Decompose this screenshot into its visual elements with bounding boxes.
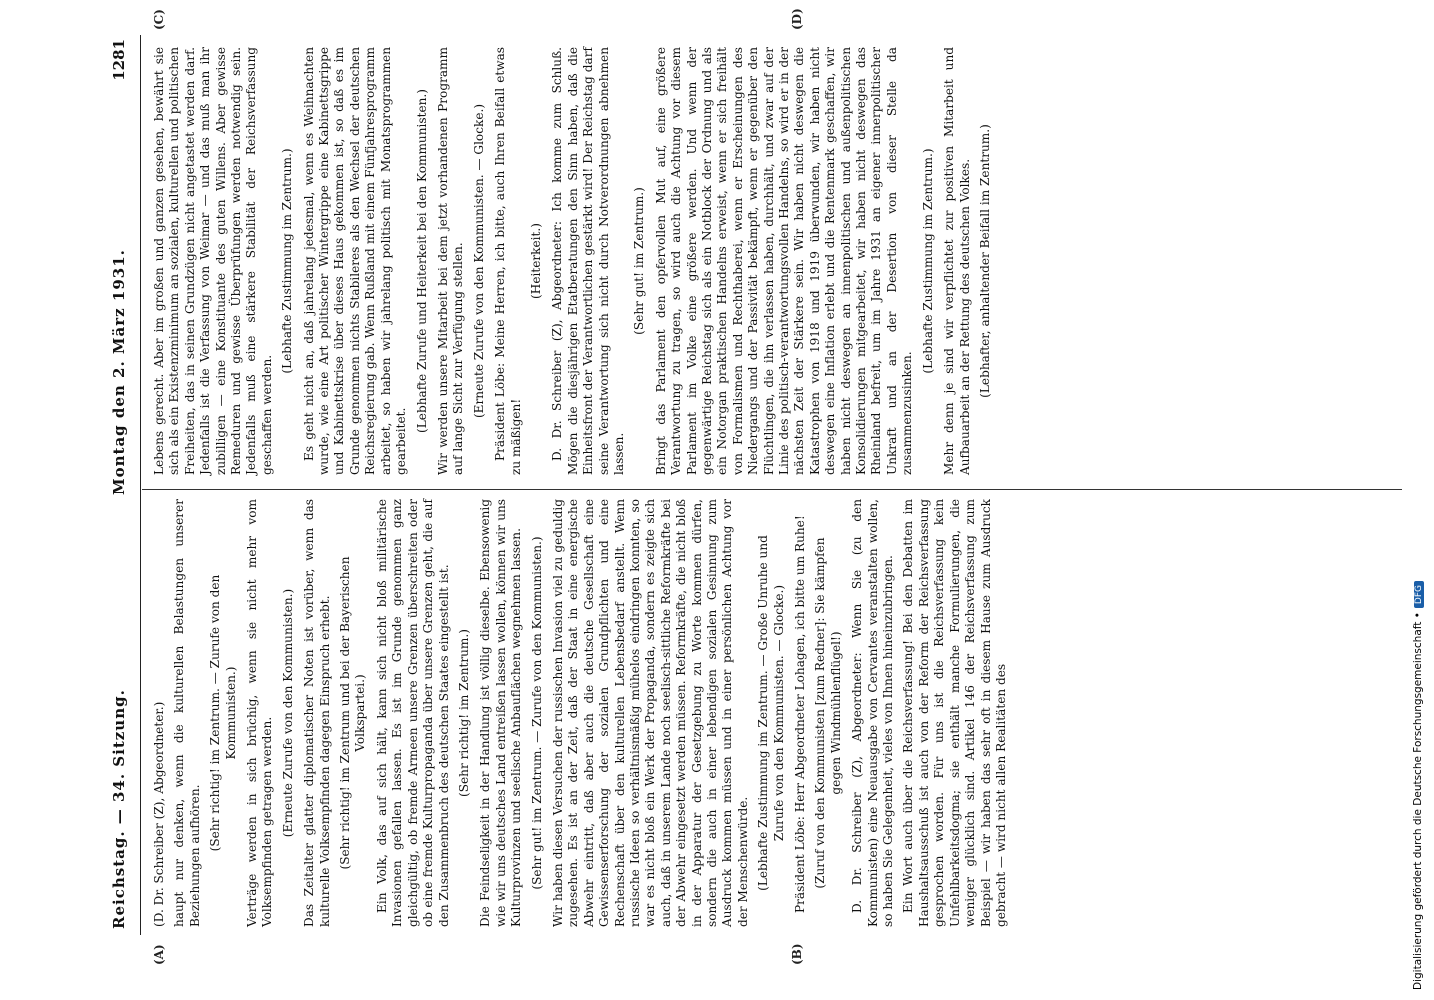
right-column — [152, 47, 999, 475]
page-header — [100, 35, 141, 935]
paragraph: Ein Volk, das auf sich hält, kann sich nicht bloß militärische Invasionen gefallen lassen. Es ist im Grunde genommen ganz gleichgültig, ob fremde Armeen unsere Grenzen überschreiten oder ob eine fremde Kulturpropaganda über unsere Grenzen geht, die auf den Zusammenbruch des deutschen Staates eingestellt ist. — [374, 499, 451, 927]
interjection: (Sehr gut! im Zentrum. — Zurufe von den Kommunisten.) — [529, 536, 544, 890]
paragraph: (D. Dr. Schreiber (Z), Abgeordneter.) — [152, 701, 166, 927]
page-number: 1281 — [110, 39, 128, 81]
interjection: (Sehr gut! im Zentrum.) — [632, 187, 647, 335]
document-page — [100, 8, 1410, 965]
interjection: (Sehr richtig! im Zentrum. — Zurufe von den Kommunisten.) — [208, 574, 238, 852]
digitization-credit — [1412, 0, 1424, 990]
margin-marker-a: (A) — [152, 944, 166, 965]
column-divider — [142, 489, 1402, 490]
paragraph: Es geht nicht an, daß jahrelang jedesmal, wenn es Weihnachten wurde, wie eine Art politischer Wintergrippe eine Kabinettsgrippe und Kabinettskrise über dieses Haus gekommen ist, so daß es im Grunde genommen nichts Stabileres als den Wechsel der deutschen Reichsregierung gab. Wenn Rußland mit einem Fünfjahresprogramm arbeitet, so haben wir jahrelang politisch mit Monatsprogrammen gearbeitet. — [301, 47, 409, 475]
margin-marker-c: (C) — [152, 9, 166, 30]
credit-text: Digitalisierung gefördert durch die Deutsche Forschungsgemeinschaft • — [1412, 612, 1424, 990]
interjection: (Zuruf von den Kommunisten [zum Redner]: Sie kämpfen gegen Windmühlenflügel!) — [813, 537, 843, 889]
interjection: (Lebhafte Zustimmung im Zentrum.) — [920, 148, 935, 374]
paragraph: Ein Wort auch über die Reichsverfassung! Bei den Debatten im Haushaltsausschuß ist auch von der Reform der Reichsverfassung gesprochen worden. Für uns ist die Reichsverfassung kein Unfehlbarkeitsdogma; sie enthält manche Formulierungen, die weniger glücklich sind. Artikel 146 der Reichsverfassung zum Beispiel — wir haben das sehr oft in diesem Hause zum Ausdruck gebracht — wird nicht allen Realitäten des — [901, 499, 1008, 927]
interjection: (Erneute Zurufe von den Kommunisten.) — [280, 588, 295, 838]
header-date: Montag den 2. März 1931. — [110, 249, 128, 495]
header-session: Reichstag. — 34. Sitzung. — [110, 689, 128, 929]
margin-marker-b: (B) — [790, 943, 804, 965]
paragraph: haupt nur denken, wenn die kulturellen Belastungen unserer Beziehungen aufhören. — [172, 499, 202, 927]
paragraph: D. Dr. Schreiber (Z), Abgeordneter: Wenn Sie (zu den Kommunisten) eine Neuausgabe von Cervantes veranstalten wollen, so haben Sie Gelegenheit, vieles von Ihnen hineinzubringen. — [850, 499, 896, 927]
paragraph: Wir haben diesen Versuchen der russischen Invasion viel zu geduldig zugesehen. Es ist an der Zeit, daß der Staat in eine energische Abwehr eintritt, daß aber auch die deutsche Gesellschaft eine Gewissenserforschung der sozialen Grundpflichten und eine Rechenschaft über den kulturellen Lebensbedarf anstellt. Wenn russische Ideen so verhältnismäßig mühelos eindringen konnten, so war es nicht bloß ein Werk der Propaganda, sondern es zeigte sich auch, daß in unserem Lande noch seelisch-sittliche Reformkräfte bei der Abwehr eingesetzt werden müssen. Reformkräfte, die nicht bloß in der Apparatur der Gesetzgebung zu Worte kommen dürfen, sondern die auch in einer lebendigen sozialen Gesinnung zum Ausdruck kommen müssen und in einer persönlichen Achtung vor der Menschenwürde. — [550, 499, 750, 927]
margin-marker-d: (D) — [790, 8, 804, 30]
interjection: (Erneute Zurufe von den Kommunisten. — Glocke.) — [471, 103, 486, 419]
interjection: (Heiterkeit.) — [528, 223, 543, 299]
paragraph: Wir werden unsere Mitarbeit bei dem jetzt vorhandenen Programm auf lange Sicht zur Verfügung stellen. — [435, 47, 466, 475]
interjection: (Lebhafter, anhaltender Beifall im Zentrum.) — [977, 124, 992, 398]
paragraph: Verträge werden in sich brüchig, wenn sie nicht mehr vom Volksempfinden getragen werden. — [245, 499, 275, 927]
paragraph: Die Feindseligkeit in der Handlung ist völlig dieselbe. Ebensowenig wie wir uns deutsches Land entreißen lassen wollen, können wir uns Kulturprovinzen und seelische Anbauflächen wegnehmen lassen. — [478, 499, 524, 927]
interjection: (Lebhafte Zustimmung im Zentrum. — Große Unruhe und Zurufe von den Kommunisten. — Glocke.) — [756, 535, 786, 891]
paragraph: Bringt das Parlament den opfervollen Mut auf, eine größere Verantwortung zu tragen, so wird auch die Achtung vor diesem Parlament im Volke eine größere werden. Und wenn der gegenwärtige Reichstag sich als ein Notblock der Ordnung und als ein Notorgan praktischen Handelns erweist, wenn er sich freihält von Formalismen und Rechthaberei, wenn er Erscheinungen des Niedergangs und der Passivität bekämpft, wenn er gegenüber den Flüchtlingen, die ihn verlassen haben, durchhält, und zwar auf der Linie des politisch-verantwortungsvollen Handelns, so wird er in der nächsten Zeit der Stärkere sein. Wir haben nicht deswegen die Katastrophen von 1918 und 1919 überwunden, wir haben nicht deswegen eine Inflation erlebt und die Rentenmark geschaffen, wir haben nicht deswegen an innenpolitischen und außenpolitischen Konsolidierungen mitgearbeitet, wir haben nicht deswegen das Rheinland befreit, um im Jahre 1931 an eigener innerpolitischer Unkraft und an der Desertion von dieser Stelle da zusammenzusinken. — [653, 47, 915, 475]
interjection: (Lebhafte Zustimmung im Zentrum.) — [280, 148, 295, 374]
paragraph: Lebens gerecht. Aber im großen und ganzen gesehen, bewährt sie sich als ein Existenzminimum an sozialen, kulturellen und politischen Freiheiten, das in seinen Grundzügen nicht angetastet werden darf. Jedenfalls ist die Verfassung von Weimar — und das muß man ihr zubilligen — eine Konstituante des guten Willens. Aber gewisse Remeduren und gewisse Überprüfungen werden notwendig sein. Jedenfalls muß eine stärkere Stabilität der Reichsverfassung geschaffen werden. — [152, 47, 274, 475]
paragraph: Mehr denn je sind wir verpflichtet zur positiven Mitarbeit und Aufbauarbeit an der Rettung des deutschen Volkes. — [942, 47, 972, 475]
left-column — [152, 499, 1014, 927]
paragraph: Das Zeitalter glatter diplomatischer Noten ist vorüber, wenn das kulturelle Volksempfinden dagegen Einspruch erhebt. — [302, 499, 332, 927]
interjection: (Sehr richtig! im Zentrum.) — [456, 629, 471, 797]
paragraph: D. Dr. Schreiber (Z), Abgeordneter: Ich komme zum Schluß. Mögen die diesjährigen Etatberatungen den Sinn haben, daß die Einheitsfront der Verantwortlichen gestärkt wird! Der Reichstag darf seine Verantwortung sich nicht durch Notverordnungen abnehmen lassen. — [550, 47, 626, 475]
speaker-paragraph: Präsident Löbe: Meine Herren, ich bitte, auch Ihren Beifall etwas zu mäßigen! — [493, 47, 523, 475]
interjection: (Sehr richtig! im Zentrum und bei der Bayerischen Volkspartei.) — [338, 556, 368, 870]
dfg-logo: DFG — [1414, 581, 1424, 608]
interjection: (Lebhafte Zurufe und Heiterkeit bei den Kommunisten.) — [414, 89, 429, 433]
speaker-paragraph: Präsident Löbe: Herr Abgeordneter Lohagen, ich bitte um Ruhe! — [793, 515, 808, 913]
